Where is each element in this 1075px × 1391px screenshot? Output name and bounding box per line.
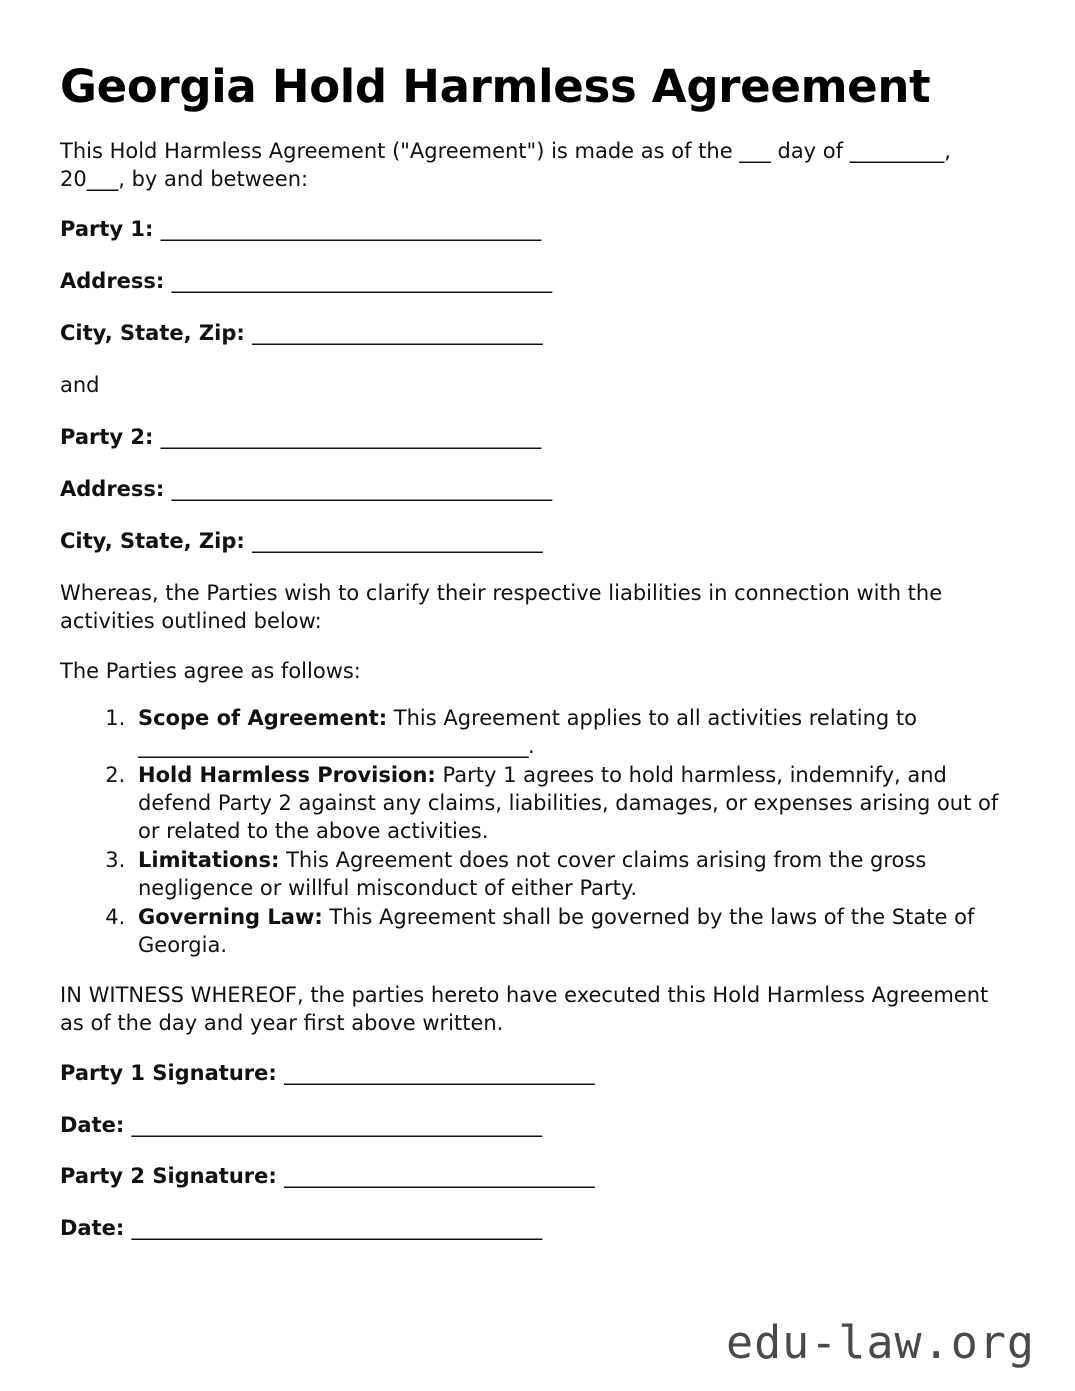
whereas-paragraph: Whereas, the Parties wish to clarify their respective liabilities in connection with the activities outlined below: [60,580,943,633]
party2-address-field [60,476,1010,504]
clause-heading: Hold Harmless Provision: [138,763,436,788]
clause-list [60,705,1010,959]
party1-name-label: Party 1: [60,217,161,242]
clause-text: This Agreement does not cover claims arising from the gross negligence or willful misconduct of either Party. [138,848,927,900]
party1-name-field [60,216,1010,244]
party1-address-label: Address: [60,269,172,294]
clause-text: This Agreement applies to all activities relating to [387,706,917,731]
party1-address-field [60,268,1010,296]
clause-text: This Agreement shall be governed by the laws of the State of Georgia. [138,904,975,957]
party1-signature-field [60,1060,1010,1088]
clause-blank[interactable]: _______________________________________ [138,734,528,759]
clause-heading: Scope of Agreement: [138,706,388,731]
list-item [132,847,1010,903]
party2-citystatezip-label: City, State, Zip: [60,528,253,553]
party2-date-field [60,1215,1010,1243]
party1-date-field [60,1112,1010,1140]
site-watermark: edu-law.org [725,1316,1035,1369]
party1-citystatezip-blank[interactable]: _____________________________ [252,321,543,346]
clause-heading: Governing Law: [138,904,323,929]
party2-signature-label: Party 2 Signature: [60,1164,285,1189]
clause-heading: Limitations: [138,848,280,873]
party2-name-field [60,424,1010,452]
list-item [132,904,1010,960]
list-item [132,762,1010,846]
party2-signature-blank[interactable]: _______________________________ [284,1164,595,1189]
page-title: Georgia Hold Harmless Agreement [60,60,931,113]
party2-citystatezip-field [60,528,1010,556]
party2-date-label: Date: [60,1216,132,1241]
party1-citystatezip-label: City, State, Zip: [60,321,253,346]
party1-date-label: Date: [60,1112,132,1137]
party1-signature-blank[interactable]: _______________________________ [284,1060,595,1085]
party2-date-blank[interactable]: _________________________________________ [131,1216,542,1241]
witness-paragraph: IN WITNESS WHEREOF, the parties hereto have executed this Hold Harmless Agreement as of the day and year first above written. [60,982,989,1035]
party1-citystatezip-field [60,320,1010,348]
agreement-lead-paragraph: The Parties agree as follows: [60,658,361,683]
party1-date-blank[interactable]: _________________________________________ [131,1112,542,1137]
party2-address-blank[interactable]: ______________________________________ [171,476,552,501]
party1-name-blank[interactable]: ______________________________________ [160,217,541,242]
party2-address-label: Address: [60,476,172,501]
intro-paragraph: This Hold Harmless Agreement ("Agreement") is made as of the ___ day of _________, 20___, by and between: [60,139,951,192]
party2-citystatezip-blank[interactable]: _____________________________ [252,528,543,553]
party1-signature-label: Party 1 Signature: [60,1060,285,1085]
party2-name-blank[interactable]: ______________________________________ [160,424,541,449]
clause-tail: . [528,734,535,759]
list-item [132,705,1010,761]
clause-text: Party 1 agrees to hold harmless, indemnify, and defend Party 2 against any claims, liabilities, damages, or expenses arising out of or related to the above activities. [138,763,999,844]
conjunction-and: and [60,373,100,397]
party2-name-label: Party 2: [60,424,161,449]
party1-address-blank[interactable]: ______________________________________ [171,269,552,294]
party2-signature-field [60,1163,1010,1191]
